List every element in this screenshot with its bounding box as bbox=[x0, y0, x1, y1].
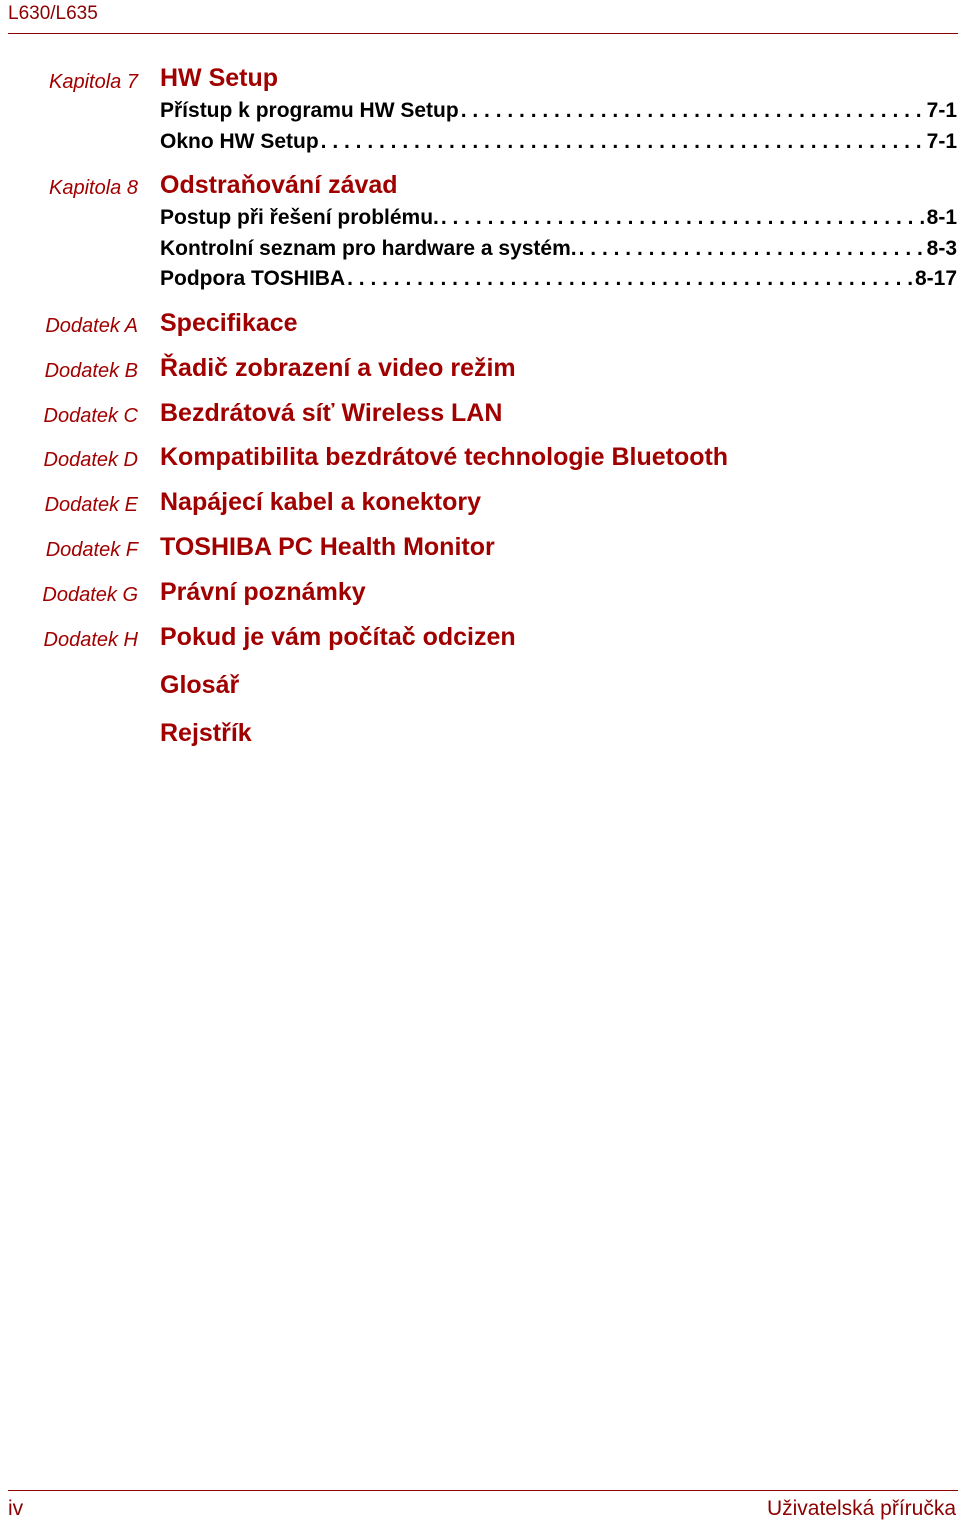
toc-entry-label: Dodatek B bbox=[44, 360, 138, 382]
toc-entry-label: Kapitola 8 bbox=[49, 177, 138, 199]
footer-page-number: iv bbox=[8, 1497, 24, 1520]
toc-entry-heading[interactable]: Právní poznámky bbox=[160, 578, 366, 606]
toc-subentry[interactable] bbox=[160, 238, 957, 259]
toc-subentry-page: 8-17 bbox=[914, 267, 957, 290]
toc-subentry-page: 7-1 bbox=[926, 99, 957, 122]
toc-entry-heading[interactable]: Řadič zobrazení a video režim bbox=[160, 354, 516, 382]
toc-entry-label: Dodatek H bbox=[43, 629, 138, 651]
toc-entry-heading[interactable]: Odstraňování závad bbox=[160, 171, 398, 199]
toc-subentry-text: Okno HW Setup bbox=[160, 130, 319, 153]
footer-manual-title: Uživatelská příručka bbox=[766, 1497, 956, 1520]
toc-entry-heading[interactable]: HW Setup bbox=[160, 64, 279, 92]
toc-subentry-text: Přístup k programu HW Setup bbox=[160, 99, 459, 122]
toc-subentry[interactable] bbox=[160, 207, 957, 228]
toc-entry-heading[interactable]: Bezdrátová síť Wireless LAN bbox=[160, 399, 503, 427]
toc-entry-heading[interactable]: Kompatibilita bezdrátové technologie Bluetooth bbox=[160, 443, 729, 471]
toc-entry-label: Dodatek D bbox=[43, 449, 138, 471]
toc-subentry[interactable] bbox=[160, 100, 957, 121]
toc-subentry-page: 8-3 bbox=[926, 237, 957, 260]
dot-leader bbox=[579, 238, 925, 259]
toc-subentry-text: Podpora TOSHIBA bbox=[160, 267, 346, 290]
toc-entry-label: Dodatek E bbox=[44, 494, 138, 516]
running-header-title: L630/L635 bbox=[8, 3, 98, 24]
header-rule bbox=[8, 33, 958, 34]
toc-subentry[interactable] bbox=[160, 131, 957, 152]
toc-entry-label: Dodatek A bbox=[45, 315, 138, 337]
toc-subentry-page: 7-1 bbox=[926, 130, 957, 153]
dot-leader bbox=[441, 207, 925, 228]
toc-subentry-text: Kontrolní seznam pro hardware a systém. bbox=[160, 237, 577, 260]
dot-leader bbox=[347, 268, 913, 289]
toc-entry-heading[interactable]: Glosář bbox=[160, 671, 240, 699]
toc-entry-label: Dodatek G bbox=[42, 584, 138, 606]
toc-subentry-text: Postup při řešení problému. bbox=[160, 206, 439, 229]
footer-rule bbox=[8, 1490, 958, 1491]
dot-leader bbox=[461, 100, 925, 121]
toc-entry-heading[interactable]: Pokud je vám počítač odcizen bbox=[160, 623, 516, 651]
dot-leader bbox=[321, 131, 925, 152]
toc-subentry-page: 8-1 bbox=[926, 206, 957, 229]
toc-entry-label: Kapitola 7 bbox=[49, 71, 138, 93]
toc-entry-heading[interactable]: Napájecí kabel a konektory bbox=[160, 488, 481, 516]
toc-entry-label: Dodatek F bbox=[45, 539, 138, 561]
toc-entry-label: Dodatek C bbox=[43, 405, 138, 427]
toc-subentry[interactable] bbox=[160, 268, 957, 289]
toc-entry-heading[interactable]: TOSHIBA PC Health Monitor bbox=[160, 533, 495, 561]
toc-entry-heading[interactable]: Rejstřík bbox=[160, 719, 252, 747]
toc-entry-heading[interactable]: Specifikace bbox=[160, 309, 298, 337]
